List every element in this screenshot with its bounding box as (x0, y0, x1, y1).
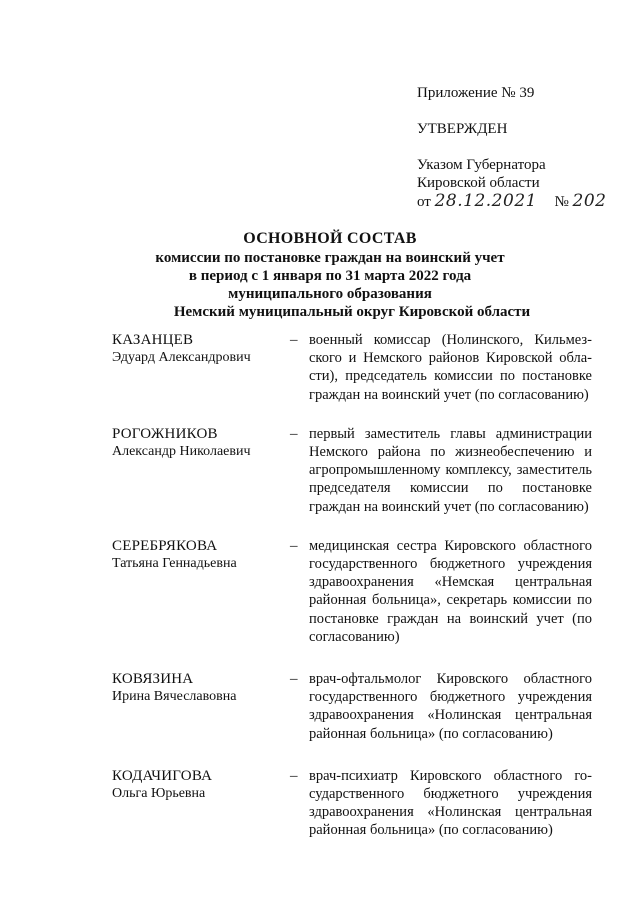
members-list (112, 331, 592, 840)
date-prefix: от (417, 194, 431, 210)
member-entry (112, 670, 592, 743)
appendix-label: Приложение № 39 (417, 85, 535, 101)
member-given-name: Татьяна Геннадьевна (112, 555, 237, 571)
decree-line-2: Кировской области (417, 175, 540, 191)
member-role: первый заместитель главы администрации Немского района по жизнеобеспечению и агропромышленному комплексу, заместитель председателя комиссии по постановке граждан на воинский учет (по согласованию) (309, 425, 592, 515)
title-main: ОСНОВНОЙ СОСТАВ (243, 230, 417, 247)
title-line-3: муниципального образования (228, 286, 432, 302)
handwritten-date: 28.12.2021 (434, 191, 537, 211)
member-surname: КОДАЧИГОВА (112, 767, 213, 784)
handwritten-number: 202 (572, 191, 607, 211)
member-dash: – (290, 767, 298, 784)
member-dash: – (290, 425, 298, 442)
member-role: военный комиссар (Нолинского, Кильмезского и Немского районов Кировской области), председатель комиссии по постановке граждан на воинский учет (по согласованию) (309, 332, 592, 403)
member-entry (112, 425, 592, 516)
member-given-name: Ольга Юрьевна (112, 785, 206, 801)
member-name (112, 537, 290, 573)
member-entry (112, 537, 592, 646)
member-dash: – (290, 332, 298, 348)
member-dash: – (290, 671, 298, 688)
member-given-name: Ирина Вячеславовна (112, 689, 237, 705)
member-role: врач-психиатр Кировского областного государственного бюджетного учреждения здравоохранения «Нолинская центральная районная больница» (по согласованию) (309, 767, 592, 839)
member-dash: – (290, 537, 298, 554)
member-role: врач-офтальмолог Кировского областного государственного бюджетного учреждения здравоохранения «Нолинская центральная районная больница» (по согласованию) (309, 671, 592, 742)
member-surname: РОГОЖНИКОВ (112, 425, 218, 442)
member-name (112, 425, 290, 461)
title-line-2: в период с 1 января по 31 марта 2022 года (188, 268, 472, 284)
title-line-4: Немский муниципальный округ Кировской области (173, 304, 531, 320)
member-name (112, 331, 290, 367)
approval-block (417, 84, 632, 211)
number-sign: № (554, 194, 569, 210)
decree-line-1: Указом Губернатора (417, 157, 546, 173)
member-surname: СЕРЕБРЯКОВА (112, 537, 218, 554)
member-name (112, 670, 290, 706)
title-line-1: комиссии по постановке граждан на воинский учет (155, 250, 505, 266)
member-given-name: Александр Николаевич (112, 443, 251, 459)
member-surname: КОВЯЗИНА (112, 671, 194, 688)
member-given-name: Эдуард Александрович (112, 350, 251, 365)
member-role: медицинская сестра Кировского областного государственного бюджетного учреждения здравоохранения «Немская центральная районная больница», секретарь комиссии по постановке граждан на воинский учет (по согласованию) (309, 537, 592, 645)
decree-date-line (417, 192, 632, 211)
member-entry (112, 331, 592, 404)
approved-label: УТВЕРЖДЕН (417, 121, 508, 137)
member-surname: КАЗАНЦЕВ (112, 332, 194, 348)
member-name (112, 767, 290, 803)
member-entry (112, 767, 592, 840)
document-title (100, 229, 560, 321)
